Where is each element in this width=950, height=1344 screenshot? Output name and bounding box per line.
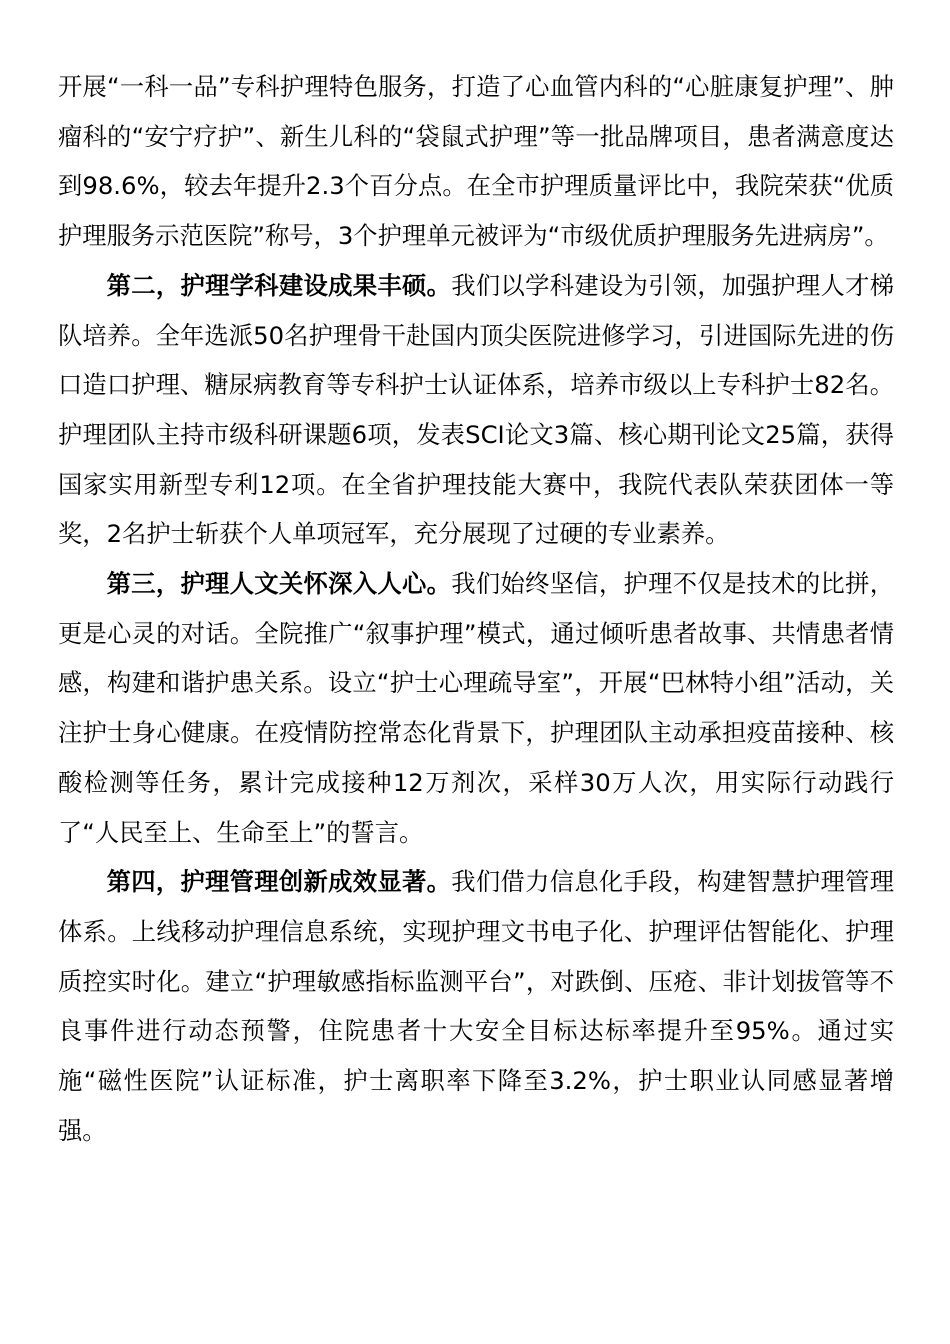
paragraph-fourth <box>58 857 894 1155</box>
paragraph-heading: 第四，护理管理创新成效显著。 <box>106 867 452 897</box>
paragraph-text: 我们始终坚信，护理不仅是技术的比拼，更是心灵的对话。全院推广“叙事护理”模式，通过倾听患者故事、共情患者情感，构建和谐护患关系。设立“护士心理疏导室”，开展“巴林特小组”活动，关注护士身心健康。在疫情防控常态化背景下，护理团队主动承担疫苗接种、核酸检测等任务，累计完成接种12万剂次，采样30万人次，用实际行动践行了“人民至上、生命至上”的誓言。 <box>58 569 895 847</box>
paragraph-text: 开展“一科一品”专科护理特色服务，打造了心血管内科的“心脏康复护理”、肿瘤科的“安宁疗护”、新生儿科的“袋鼠式护理”等一批品牌项目，患者满意度达到98.6%，较去年提升2.3个百分点。在全市护理质量评比中，我院荣获“优质护理服务示范医院”称号，3个护理单元被评为“市级优质护理服务先进病房”。 <box>58 72 894 251</box>
paragraph-second <box>58 261 894 559</box>
paragraph-heading: 第二，护理学科建设成果丰硕。 <box>106 270 452 300</box>
paragraph-heading: 第三，护理人文关怀深入人心。 <box>106 569 452 599</box>
paragraph-text: 我们以学科建设为引领，加强护理人才梯队培养。全年选派50名护理骨干赴国内顶尖医院进修学习，引进国际先进的伤口造口护理、糖尿病教育等专科护士认证体系，培养市级以上专科护士82名。护理团队主持市级科研课题6项，发表SCI论文3篇、核心期刊论文25篇，获得国家实用新型专利12项。在全省护理技能大赛中，我院代表队荣获团体一等奖，2名护士斩获个人单项冠军，充分展现了过硬的专业素养。 <box>58 270 895 549</box>
document-page <box>58 62 894 1155</box>
paragraph-text: 我们借力信息化手段，构建智慧护理管理体系。上线移动护理信息系统，实现护理文书电子化、护理评估智能化、护理质控实时化。建立“护理敏感指标监测平台”，对跌倒、压疮、非计划拔管等不良事件进行动态预警，住院患者十大安全目标达标率提升至95%。通过实施“磁性医院”认证标准，护士离职率下降至3.2%，护士职业认同感显著增强。 <box>58 867 895 1145</box>
paragraph-third <box>58 559 894 857</box>
paragraph-continuation <box>58 62 894 261</box>
